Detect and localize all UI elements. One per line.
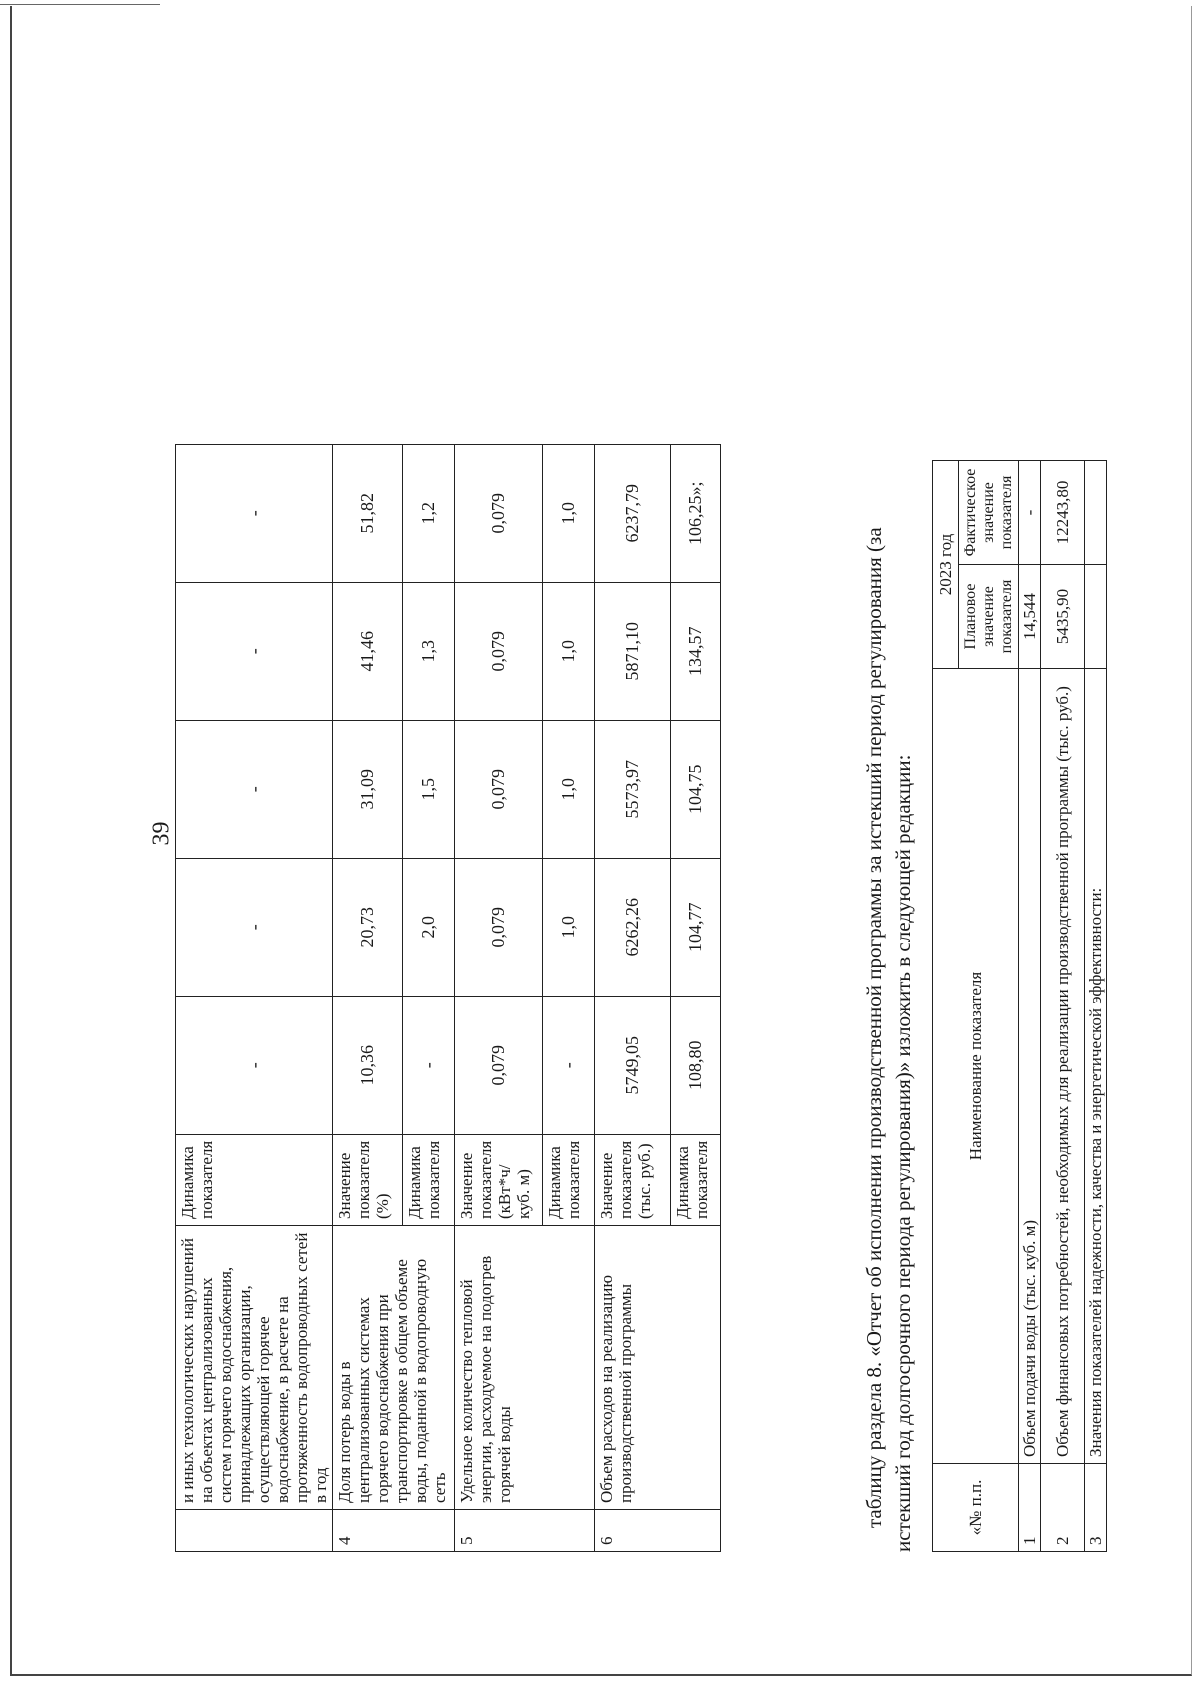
table-row xyxy=(333,444,403,1551)
paragraph-line: таблицу раздела 8. «Отчет об исполнении производственной программы за истекший период регулирования (за xyxy=(862,527,886,1528)
parameter-label: Динамика показателя xyxy=(671,1134,721,1225)
table-row xyxy=(1041,461,1085,1552)
value-cell: 2,0 xyxy=(403,858,455,996)
indicator-name: Объем подачи воды (тыс. куб. м) xyxy=(1019,669,1041,1464)
value-cell: - xyxy=(176,858,333,996)
paragraph-line: истекший год долгосрочного периода регулирования)» изложить в следующей редакции: xyxy=(891,754,915,1552)
value-cell: 1,0 xyxy=(543,444,595,582)
value-cell: 1,3 xyxy=(403,582,455,720)
table-row xyxy=(1019,461,1041,1552)
amendment-paragraph xyxy=(860,152,918,1552)
value-cell: 1,0 xyxy=(543,720,595,858)
parameter-label: Значение показателя (кВт*ч/куб. м) xyxy=(455,1134,543,1225)
actual-value: 12243,80 xyxy=(1041,461,1085,565)
value-cell: 5573,97 xyxy=(595,720,671,858)
value-cell: 1,5 xyxy=(403,720,455,858)
parameter-label: Значение показателя (%) xyxy=(333,1134,403,1225)
row-number: 3 xyxy=(1085,1464,1107,1552)
value-cell: 20,73 xyxy=(333,858,403,996)
value-cell: 51,82 xyxy=(333,444,403,582)
value-cell: - xyxy=(543,996,595,1134)
parameter-label: Динамика показателя xyxy=(176,1134,333,1225)
header-name: Наименование показателя xyxy=(933,669,1019,1464)
row-number: 5 xyxy=(455,1510,595,1552)
header-planned: Плановое значение показателя xyxy=(959,565,1019,669)
row-number: 4 xyxy=(333,1510,455,1552)
value-cell: - xyxy=(176,444,333,582)
parameter-label: Динамика показателя xyxy=(543,1134,595,1225)
page-number: 39 xyxy=(148,821,175,846)
report-table xyxy=(932,460,1107,1552)
indicator-name: Удельное количество тепловой энергии, расходуемое на подогрев горячей воды xyxy=(455,1226,595,1510)
value-cell: 0,079 xyxy=(455,858,543,996)
value-cell: - xyxy=(403,996,455,1134)
value-cell: 104,75 xyxy=(671,720,721,858)
actual-value: - xyxy=(1019,461,1041,565)
planned-value: 14,544 xyxy=(1019,565,1041,669)
table-row xyxy=(455,444,543,1551)
indicator-name: и иных технологических нарушений на объектах централизованных систем горячего водоснабжения, принадлежащих организации, осуществляющей горячее водоснабжение, в расчете на протяженность водопроводных сетей в год xyxy=(176,1226,333,1510)
planned-value: 5435,90 xyxy=(1041,565,1085,669)
table-row xyxy=(176,444,333,1551)
value-cell: - xyxy=(176,582,333,720)
value-cell: 0,079 xyxy=(455,996,543,1134)
value-cell: 0,079 xyxy=(455,582,543,720)
actual-value xyxy=(1085,461,1107,565)
value-cell: 6262,26 xyxy=(595,858,671,996)
value-cell: 0,079 xyxy=(455,720,543,858)
value-cell: 0,079 xyxy=(455,444,543,582)
value-cell: 5871,10 xyxy=(595,582,671,720)
value-cell: 1,2 xyxy=(403,444,455,582)
row-number: 6 xyxy=(595,1510,721,1552)
indicator-name: Доля потерь воды в централизованных системах горячего водоснабжения при транспортировке в общем объеме воды, поданной в водопроводную сеть xyxy=(333,1226,455,1510)
indicator-name: Объем расходов на реализацию производственной программы xyxy=(595,1226,721,1510)
value-cell: - xyxy=(176,720,333,858)
header-number: «№ п.п. xyxy=(933,1464,1019,1552)
table-row xyxy=(595,444,671,1551)
row-number: 2 xyxy=(1041,1464,1085,1552)
table-header-row xyxy=(933,461,959,1552)
value-cell: 134,57 xyxy=(671,582,721,720)
value-cell: 6237,79 xyxy=(595,444,671,582)
parameter-label: Значение показателя (тыс. руб.) xyxy=(595,1134,671,1225)
value-cell: - xyxy=(176,996,333,1134)
value-cell: 108,80 xyxy=(671,996,721,1134)
value-cell: 10,36 xyxy=(333,996,403,1134)
value-cell: 1,0 xyxy=(543,582,595,720)
row-number xyxy=(176,1510,333,1552)
value-cell: 5749,05 xyxy=(595,996,671,1134)
parameter-label: Динамика показателя xyxy=(403,1134,455,1225)
value-cell: 106,25»; xyxy=(671,444,721,582)
indicator-name: Объем финансовых потребностей, необходимых для реализации производственной программы (тыс. руб.) xyxy=(1041,669,1085,1464)
header-actual: Фактическое значение показателя xyxy=(959,461,1019,565)
header-year: 2023 год xyxy=(933,461,959,669)
table-row xyxy=(1085,461,1107,1552)
indicator-name: Значения показателей надежности, качества и энергетической эффективности: xyxy=(1085,669,1107,1464)
row-number: 1 xyxy=(1019,1464,1041,1552)
planned-value xyxy=(1085,565,1107,669)
indicators-table xyxy=(175,444,721,1552)
value-cell: 41,46 xyxy=(333,582,403,720)
value-cell: 1,0 xyxy=(543,858,595,996)
value-cell: 104,77 xyxy=(671,858,721,996)
value-cell: 31,09 xyxy=(333,720,403,858)
